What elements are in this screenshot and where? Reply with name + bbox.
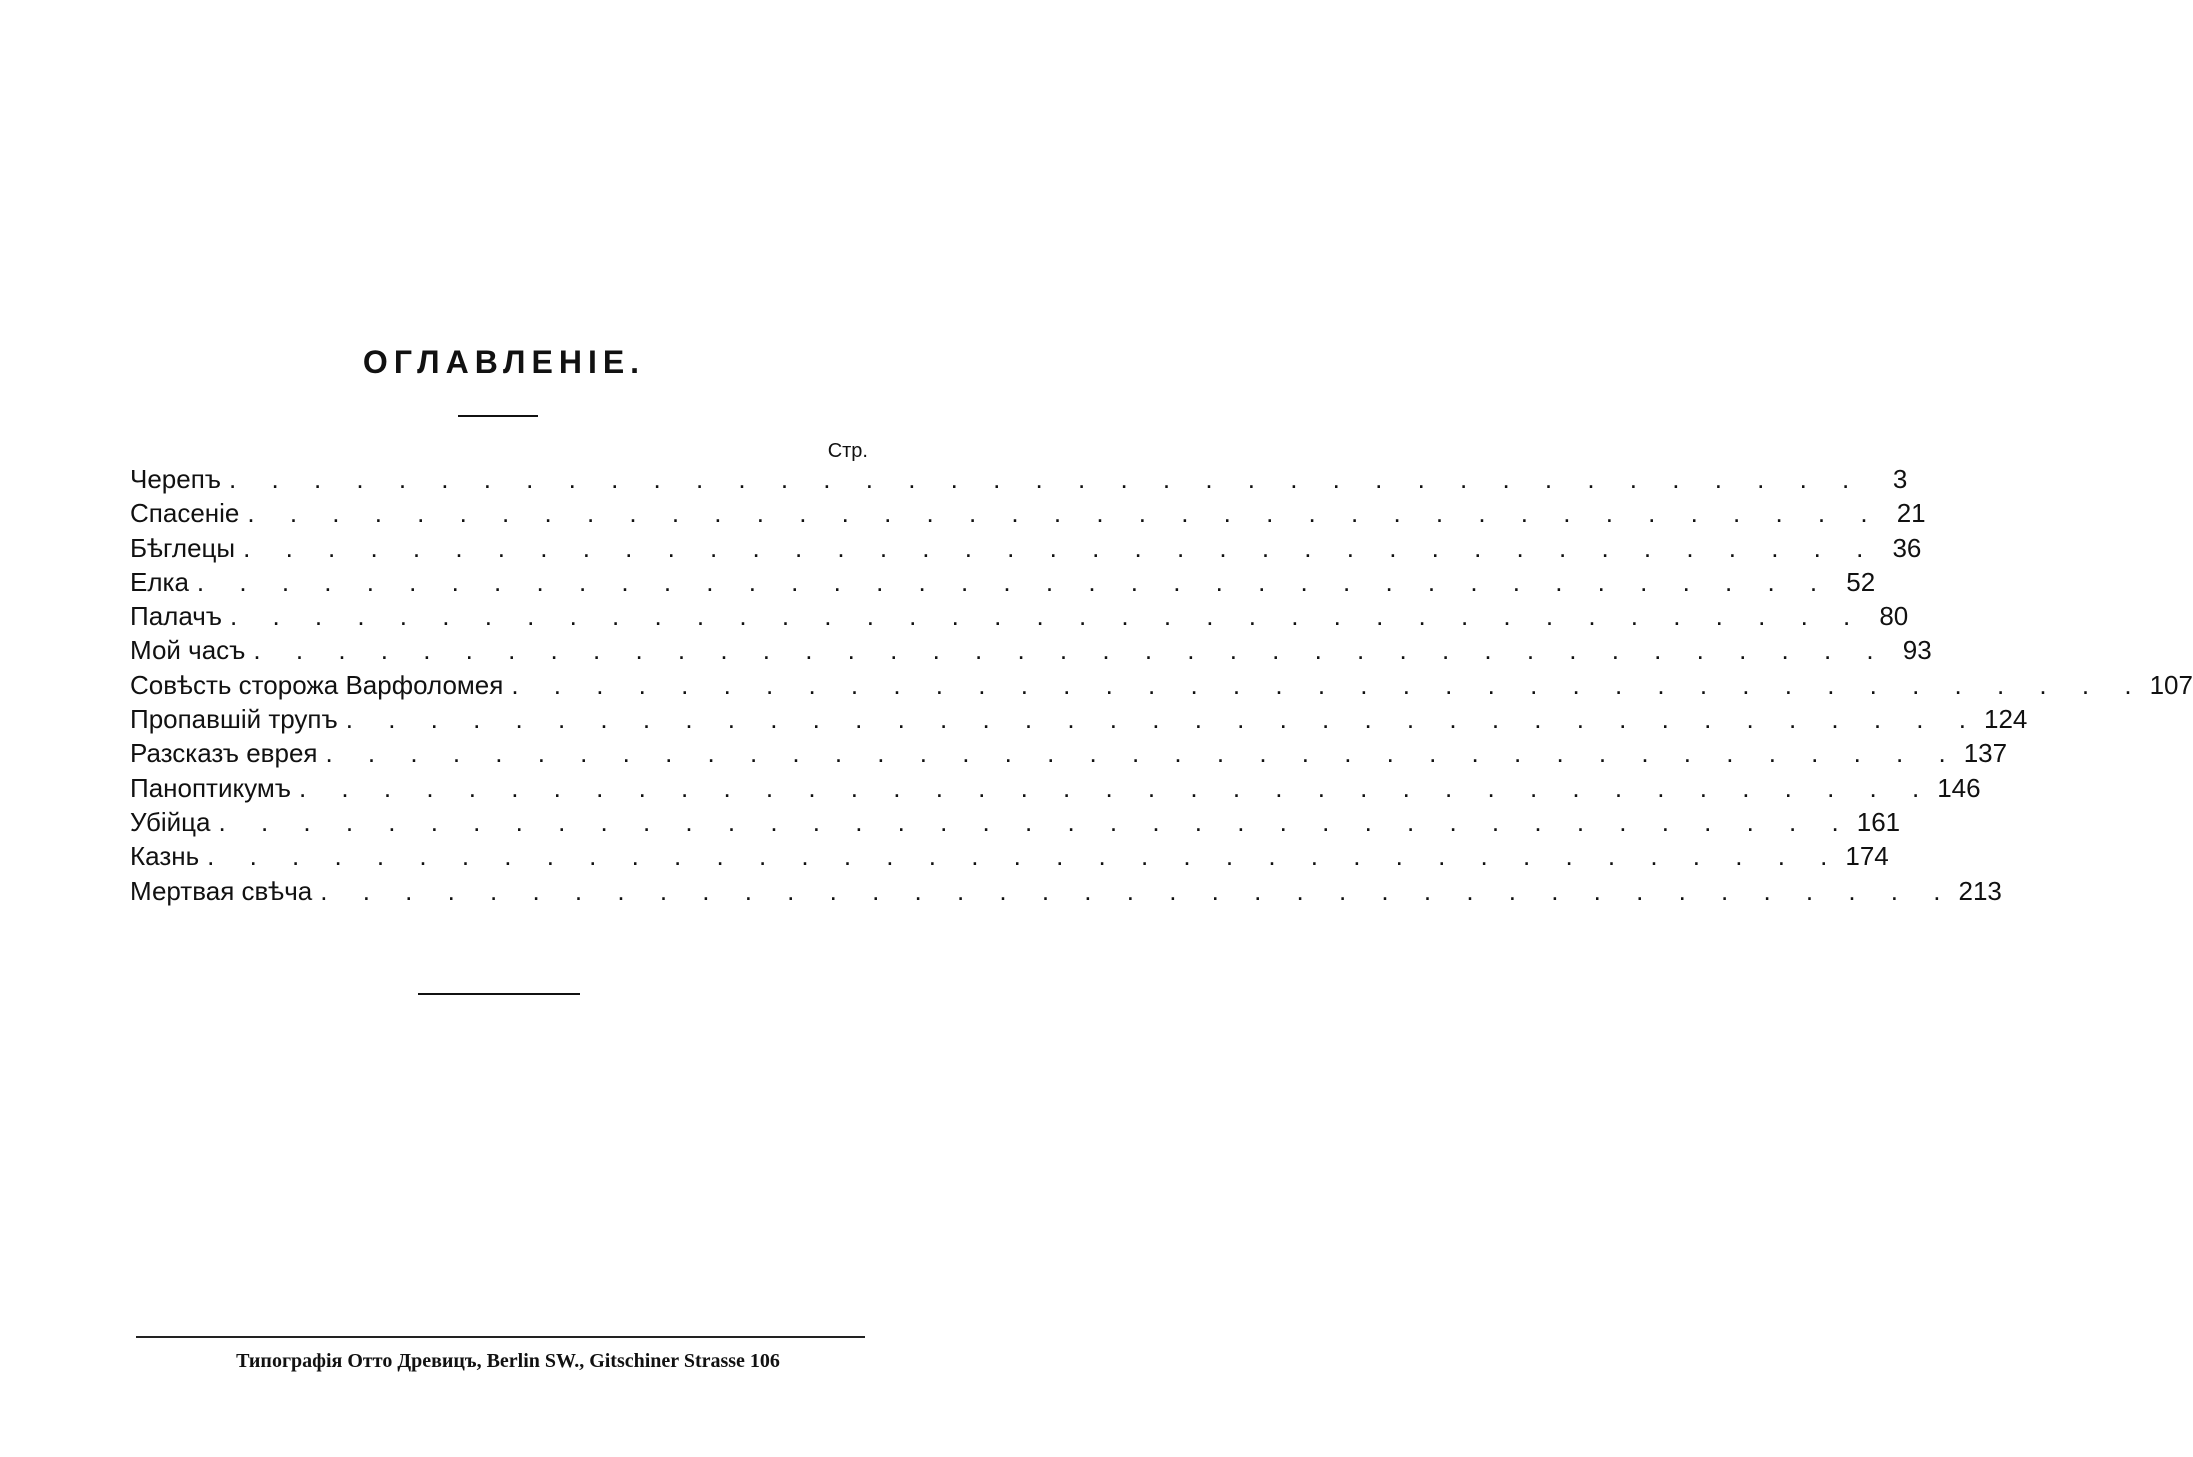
toc-entry-title: Паноптикумъ bbox=[130, 772, 291, 803]
toc-leader-dots: . . . . . . . . . . . . . . . . . . . . . . . . . . . . . . . . . . . . . . . bbox=[298, 772, 1934, 803]
toc-entry-title: Спасеніе bbox=[130, 498, 240, 529]
toc-entry bbox=[130, 462, 1908, 496]
toc-entry-page: 80 bbox=[1879, 601, 1909, 632]
page-title: ОГЛАВЛЕНІЕ. bbox=[362, 344, 646, 380]
toc-leader-dots: . . . . . . . . . . . . . . . . . . . . . . . . . . . . . . . . . . . . . . . bbox=[243, 532, 1878, 563]
toc-entry-title: Разсказъ еврея bbox=[130, 738, 318, 769]
toc-leader-dots: . . . . . . . . . . . . . . . . . . . . . . . . . . . . . . . . . . . . . . . bbox=[253, 635, 1888, 666]
toc-entry-title: Черепъ bbox=[130, 464, 222, 494]
toc-leader-dots: . . . . . . . . . . . . . . . . . . . . . . . . . . . . . . . . . . . . . . . bbox=[320, 875, 1955, 906]
toc-entry-page: 146 bbox=[1937, 772, 1981, 803]
toc-entry-page: 124 bbox=[1983, 704, 2028, 735]
toc-entry bbox=[130, 736, 2008, 770]
toc-entry-title: Пропавшій трупъ bbox=[130, 704, 338, 735]
toc-entry-title: Мертвая свѣча bbox=[130, 875, 313, 906]
toc-entry bbox=[130, 599, 1909, 633]
toc-entry-page: 21 bbox=[1896, 498, 1926, 529]
table-of-contents bbox=[130, 462, 2193, 908]
toc-leader-dots: . . . . . . . . . . . . . . . . . . . . . . . . . . . . . . . . . . . . . . . bbox=[247, 498, 1882, 529]
toc-entry-page: 52 bbox=[1846, 566, 1876, 597]
title-divider bbox=[458, 415, 538, 417]
toc-entry-title: Елка bbox=[130, 566, 189, 597]
toc-entry-title: Казнь bbox=[130, 841, 200, 872]
toc-leader-dots: . . . . . . . . . . . . . . . . . . . . . . . . . . . . . . . . . . . . . . . bbox=[218, 806, 1853, 837]
toc-entry bbox=[130, 531, 1922, 565]
toc-entry-title: Палачъ bbox=[130, 601, 223, 632]
toc-entry bbox=[130, 805, 1901, 839]
toc-entry bbox=[130, 565, 1876, 599]
toc-entry-page: 3 bbox=[1892, 464, 1908, 494]
toc-entry bbox=[130, 496, 1926, 530]
toc-entry-page: 161 bbox=[1856, 806, 1901, 837]
toc-entry bbox=[130, 771, 1981, 805]
toc-leader-dots: . . . . . . . . . . . . . . . . . . . . . . . . . . . . . . . . . . . . . . . bbox=[207, 841, 1842, 872]
toc-entry-page: 93 bbox=[1902, 635, 1932, 666]
printer-imprint: Типографія Отто Древицъ, Berlin SW., Gitschiner Strasse 106 bbox=[236, 1350, 780, 1372]
page-column-label: Стр. bbox=[827, 440, 868, 462]
toc-entry-page: 174 bbox=[1845, 841, 1889, 872]
toc-leader-dots: . . . . . . . . . . . . . . . . . . . . . . . . . . . . . . . . . . . . . . . bbox=[345, 704, 1980, 735]
imprint-divider bbox=[136, 1336, 865, 1338]
toc-entry-page: 107 bbox=[2149, 669, 2193, 700]
toc-entry bbox=[130, 874, 2002, 908]
end-divider bbox=[418, 993, 580, 995]
toc-entry bbox=[130, 839, 1889, 873]
toc-leader-dots: . . . . . . . . . . . . . . . . . . . . . . . . . . . . . . . . . . . . . . . bbox=[196, 566, 1832, 597]
toc-leader-dots: . . . . . . . . . . . . . . . . . . . . . . . . . . . . . . . . . . . . . . . bbox=[229, 464, 1864, 494]
toc-entry-title: Мой часъ bbox=[130, 635, 246, 666]
toc-entry bbox=[130, 668, 2193, 702]
toc-leader-dots: . . . . . . . . . . . . . . . . . . . . . . . . . . . . . . . . . . . . . . . bbox=[230, 601, 1865, 632]
toc-leader-dots: . . . . . . . . . . . . . . . . . . . . . . . . . . . . . . . . . . . . . . . bbox=[511, 669, 2146, 700]
toc-entry-title: Совѣсть сторожа Варфоломея bbox=[130, 669, 504, 700]
toc-entry bbox=[130, 633, 1932, 667]
toc-leader-dots: . . . . . . . . . . . . . . . . . . . . . . . . . . . . . . . . . . . . . . . bbox=[325, 738, 1960, 769]
toc-entry-page: 137 bbox=[1963, 738, 2008, 769]
toc-entry-title: Бѣглецы bbox=[130, 532, 236, 563]
toc-entry bbox=[130, 702, 2028, 736]
toc-entry-title: Убійца bbox=[130, 806, 211, 837]
toc-entry-page: 213 bbox=[1958, 875, 2002, 906]
toc-entry-page: 36 bbox=[1892, 532, 1922, 563]
